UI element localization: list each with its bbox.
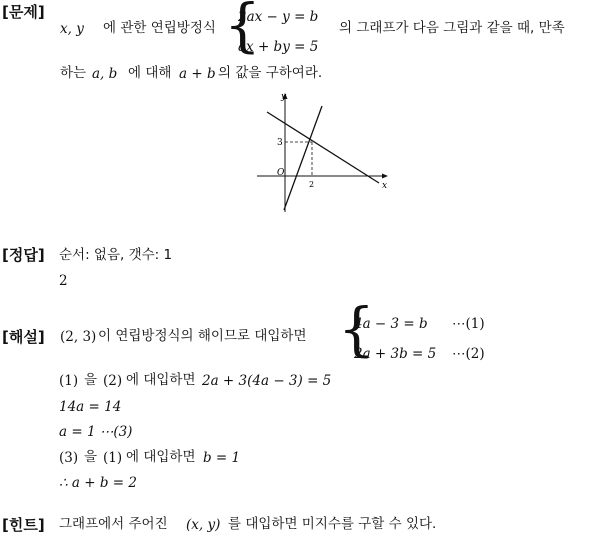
step4-ref1: (3) bbox=[59, 450, 79, 466]
step4-text2: 에 대입하면 bbox=[126, 449, 196, 465]
hint-text-1: 그래프에서 주어진 bbox=[59, 516, 168, 532]
origin-label: O bbox=[277, 168, 285, 178]
x-axis-arrow bbox=[382, 174, 388, 179]
hint-text-2: 를 대입하면 미지수를 구할 수 있다. bbox=[228, 516, 437, 532]
system-equation-1: 2ax − y = b bbox=[238, 9, 319, 25]
problem-variables: x, y bbox=[60, 21, 84, 37]
problem-text-5: 의 값을 구하여라. bbox=[218, 65, 323, 81]
line-increasing bbox=[284, 106, 322, 210]
problem-expression: a + b bbox=[179, 66, 216, 82]
solution-label: [해설] bbox=[2, 328, 45, 346]
step1-ref1: (1) bbox=[59, 373, 79, 389]
solution-equation-2-tag: ⋯(2) bbox=[452, 346, 485, 362]
problem-variables-ab: a, b bbox=[92, 66, 118, 82]
step4-text1: 을 bbox=[84, 449, 98, 465]
answer-value: 2 bbox=[59, 273, 68, 289]
step4-ref2: (1) bbox=[103, 450, 123, 466]
solution-text-1: 이 연립방정식의 해이므로 대입하면 bbox=[98, 328, 307, 344]
solution-equation-2: 2a + 3b = 5 bbox=[354, 346, 437, 362]
problem-text-4: 에 대해 bbox=[128, 65, 172, 81]
hint-label: [힌트] bbox=[2, 516, 45, 534]
hint-point: (x, y) bbox=[186, 517, 221, 533]
step5-conclusion: ∴ a + b = 2 bbox=[59, 475, 137, 491]
answer-order-count: 순서: 없음, 갯수: 1 bbox=[59, 247, 173, 263]
step1-ref2: (2) bbox=[103, 373, 123, 389]
solution-point: (2, 3) bbox=[60, 329, 97, 345]
step1-expression: 2a + 3(4a − 3) = 5 bbox=[202, 373, 332, 389]
system-brace: { bbox=[224, 0, 261, 59]
problem-text-3: 하는 bbox=[60, 65, 87, 81]
problem-label: [문제] bbox=[2, 3, 45, 21]
problem-text-1: 에 관한 연립방정식 bbox=[103, 20, 216, 36]
step2: 14a = 14 bbox=[59, 399, 122, 415]
solution-equation-1-tag: ⋯(1) bbox=[452, 316, 485, 332]
problem-text-2: 의 그래프가 다음 그림과 같을 때, 만족 bbox=[339, 20, 565, 36]
step3: a = 1 ⋯(3) bbox=[59, 424, 133, 440]
answer-label: [정답] bbox=[2, 246, 45, 264]
step1-text1: 을 bbox=[84, 372, 98, 388]
solution-equation-1: 4a − 3 = b bbox=[354, 316, 428, 332]
x-axis-label: x bbox=[382, 181, 388, 191]
solution-system-brace: { bbox=[338, 295, 375, 363]
y-axis-label: y bbox=[281, 92, 287, 102]
system-equation-2: ax + by = 5 bbox=[238, 39, 319, 55]
step1-text2: 에 대입하면 bbox=[126, 372, 196, 388]
x-tick-label: 2 bbox=[309, 180, 315, 189]
problem-graph bbox=[252, 88, 394, 214]
y-tick-label: 3 bbox=[277, 138, 283, 148]
step4-expression: b = 1 bbox=[203, 450, 241, 466]
